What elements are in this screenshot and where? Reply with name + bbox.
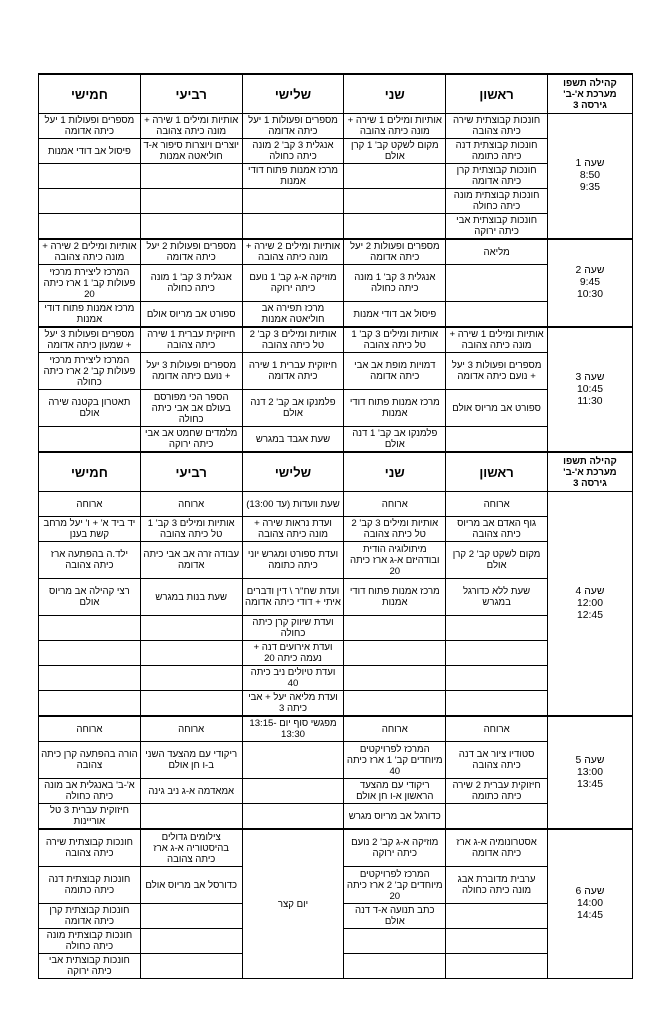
activity-cell: אותיות ומילים 1 שירה + מונה כיתה צהובה: [446, 327, 548, 353]
header-row: [39, 74, 633, 114]
activity-cell: חונכות קבוצתית דנה כיתה כתומה: [446, 139, 548, 164]
activity-cell: פיסול אב דודי אמנות: [344, 302, 446, 328]
activity-cell: מליאה: [446, 239, 548, 265]
empty-cell: [344, 164, 446, 189]
activity-cell: אסטרונומיה א-ג ארז כיתה אדומה: [446, 829, 548, 867]
schedule-title-line: גירסה 3: [573, 99, 607, 111]
empty-cell: [344, 666, 446, 691]
activity-cell: מפגשי סוף יום 13:15-13:30: [242, 716, 344, 742]
activity-cell: שעת ללא כדורגל במגרש: [446, 579, 548, 616]
empty-cell: [39, 666, 141, 691]
activity-cell: מספרים ופעולות 3 יעל + נועם כיתה אדומה: [446, 353, 548, 390]
activity-cell: המרכז ליצירת מרכזי פעולות קב' 1 ארז כיתה 20: [39, 265, 141, 302]
schedule-row: [39, 616, 633, 641]
activity-cell: אותיות ומילים 3 קב' 2 טל כיתה צהובה: [344, 517, 446, 542]
short-day-cell: יום קצר: [242, 829, 344, 979]
activity-cell: אמאדמה א-ג ניב גינה: [140, 779, 242, 804]
day-header: שני: [344, 452, 446, 492]
activity-cell: חיזוקית עברית 3 טל אוריינות: [39, 804, 141, 830]
activity-cell: ארוחה: [344, 716, 446, 742]
activity-cell: מקום לשקט קב' 1 קרן אולם: [344, 139, 446, 164]
empty-cell: [140, 954, 242, 979]
empty-cell: [344, 214, 446, 240]
activity-cell: אותיות ומילים 3 קב' 2 טל כיתה צהובה: [242, 327, 344, 353]
activity-cell: שעת וועדות (עד 13:00): [242, 492, 344, 517]
activity-cell: ועדת שח"ר \ דין ודברים איתי + דודי כיתה אדומה: [242, 579, 344, 616]
period-time: [547, 716, 632, 829]
schedule-title: [547, 452, 632, 492]
schedule-row: [39, 691, 633, 717]
period-time-line: שעה 6: [575, 886, 605, 897]
period-time-line: 11:30: [577, 395, 603, 407]
activity-cell: מרכז אמנות פתוח דודי אמנות: [39, 302, 141, 328]
day-header: חמישי: [39, 74, 141, 114]
activity-cell: ועדת נראות שירה + מונה כיתה צהובה: [242, 517, 344, 542]
activity-cell: ריקודי עם מהצעד הראשון א-ו חן אולם: [344, 779, 446, 804]
activity-cell: א'-ב' באנגלית אב מונה כיתה כחולה: [39, 779, 141, 804]
schedule-row: [39, 542, 633, 579]
empty-cell: [344, 954, 446, 979]
schedule-sheet: [38, 73, 632, 979]
schedule-row: [39, 302, 633, 328]
period-time-line: 13:45: [576, 778, 603, 790]
activity-cell: שעת בנות במגרש: [140, 579, 242, 616]
empty-cell: [140, 691, 242, 717]
empty-cell: [140, 616, 242, 641]
day-header: שלישי: [242, 452, 344, 492]
day-header: ראשון: [446, 74, 548, 114]
period-time-line: 10:45: [576, 383, 603, 395]
schedule-row: [39, 214, 633, 240]
period-time-line: שעה 2: [575, 265, 605, 276]
activity-cell: מלמדים שחמט אב אבי כיתה ירוקה: [140, 427, 242, 453]
empty-cell: [140, 641, 242, 666]
activity-cell: ערבית מדוברת אבג מונה כיתה כחולה: [446, 867, 548, 904]
activity-cell: חונכות קבוצתית מונה כיתה כחולה: [446, 189, 548, 214]
activity-cell: אותיות ומילים 1 שירה + מונה כיתה צהובה: [344, 114, 446, 139]
activity-cell: גוף האדם אב מריוס כיתה צהובה: [446, 517, 548, 542]
activity-cell: אנגלית 3 קב' 1 מונה כיתה כחולה: [344, 265, 446, 302]
period-time: [547, 114, 632, 240]
schedule-row: [39, 353, 633, 390]
activity-cell: מקום לשקט קב' 2 קרן אולם: [446, 542, 548, 579]
activity-cell: חונכות קבוצתית מונה כיתה כחולה: [39, 929, 141, 954]
period-time: [547, 239, 632, 327]
activity-cell: עבודה זרה אב אבי כיתה אדומה: [140, 542, 242, 579]
activity-cell: יוצרים ויוצרות סיפור א-ד חוליאטה אמנות: [140, 139, 242, 164]
schedule-row: [39, 641, 633, 666]
empty-cell: [242, 742, 344, 779]
activity-cell: פלמנקו אב קב' 1 דנה אולם: [344, 427, 446, 453]
day-header: רביעי: [140, 74, 242, 114]
period-time-line: 10:30: [576, 289, 603, 300]
activity-cell: ועדת טיולים ניב כיתה 40: [242, 666, 344, 691]
activity-cell: ארוחה: [140, 492, 242, 517]
period-time: [547, 829, 632, 979]
schedule-row: [39, 114, 633, 139]
activity-cell: המרכז ליצירת מרכזי פעולות קב' 2 ארז כיתה כחולה: [39, 353, 141, 390]
period-time-line: שעה 4: [575, 585, 605, 597]
day-header: חמישי: [39, 452, 141, 492]
activity-cell: רצי קהילה אב מריוס אולם: [39, 579, 141, 616]
activity-cell: ועדת ספורט ומגרש יוני כיתה כתומה: [242, 542, 344, 579]
activity-cell: ארוחה: [39, 716, 141, 742]
activity-cell: כדורסל אב מריוס אולם: [140, 867, 242, 904]
empty-cell: [446, 616, 548, 641]
activity-cell: ספורט אב מריוס אולם: [446, 390, 548, 427]
period-time-line: 9:45: [579, 277, 601, 288]
empty-cell: [140, 214, 242, 240]
activity-cell: מספרים ופעולות 2 יעל כיתה אדומה: [344, 239, 446, 265]
empty-cell: [446, 804, 548, 830]
schedule-row: [39, 427, 633, 453]
period-time-line: 12:00: [576, 597, 603, 609]
schedule-row: [39, 327, 633, 353]
activity-cell: מרכז תפירה אב חוליאטה אמנות: [242, 302, 344, 328]
activity-cell: המרכז לפרויקטים מיוחדים קב' 1 ארז כיתה 40: [344, 742, 446, 779]
period-time-line: 13:00: [576, 766, 603, 778]
period-time-line: 14:45: [576, 910, 603, 921]
empty-cell: [446, 302, 548, 328]
activity-cell: שעת אגבד במגרש: [242, 427, 344, 453]
empty-cell: [446, 427, 548, 453]
empty-cell: [39, 164, 141, 189]
period-time-line: 14:00: [576, 898, 603, 909]
activity-cell: כדורגל אב מריוס מגרש: [344, 804, 446, 830]
activity-cell: כתב תנועה א-ד דנה אולם: [344, 904, 446, 929]
empty-cell: [39, 691, 141, 717]
activity-cell: אותיות ומילים 2 שירה + מונה כיתה צהובה: [242, 239, 344, 265]
activity-cell: ריקודי עם מהצעד השני ב-ו חן אולם: [140, 742, 242, 779]
schedule-row: [39, 829, 633, 867]
activity-cell: מספרים ופעולות 3 יעל + נועם כיתה אדומה: [140, 353, 242, 390]
activity-cell: מוזיקה א-ג קב' 1 נועם כיתה ירוקה: [242, 265, 344, 302]
activity-cell: מספרים ופעולות 1 יעל כיתה אדומה: [242, 114, 344, 139]
activity-cell: מרכז אמנות פתוח דודי אמנות: [344, 579, 446, 616]
empty-cell: [140, 804, 242, 830]
schedule-row: [39, 265, 633, 302]
empty-cell: [344, 616, 446, 641]
activity-cell: מיתולוגיה הודית ובודהיזם א-ג ארז כיתה 20: [344, 542, 446, 579]
activity-cell: מרכז אמנות פתוח דודי אמנות: [242, 164, 344, 189]
period-time: [547, 327, 632, 452]
activity-cell: אנגלית 3 קב' 2 מונה כיתה כחולה: [242, 139, 344, 164]
schedule-title-line: גירסה 3: [573, 477, 607, 489]
schedule-title-line: מערכת א'-ב': [563, 466, 617, 478]
empty-cell: [140, 904, 242, 929]
schedule-row: [39, 779, 633, 804]
empty-cell: [242, 779, 344, 804]
day-header: שני: [344, 74, 446, 114]
empty-cell: [446, 265, 548, 302]
activity-cell: דמויות מופת אב אבי כיתה אדומה: [344, 353, 446, 390]
schedule-row: [39, 139, 633, 164]
schedule-row: [39, 716, 633, 742]
activity-cell: המרכז לפרויקטים מיוחדים קב' 2 ארז כיתה 20: [344, 867, 446, 904]
activity-cell: ועדת אירועים דנה + נעמה כיתה 20: [242, 641, 344, 666]
schedule-table: [38, 73, 633, 979]
schedule-row: [39, 189, 633, 214]
empty-cell: [446, 641, 548, 666]
activity-cell: פיסול אב דודי אמנות: [39, 139, 141, 164]
schedule-title-line: קהילה תשפו: [563, 77, 617, 89]
empty-cell: [39, 641, 141, 666]
schedule-title-line: קהילה תשפו: [563, 455, 617, 467]
activity-cell: חונכות קבוצתית אבי כיתה ירוקה: [39, 954, 141, 979]
schedule-row: [39, 579, 633, 616]
activity-cell: חונכות קבוצתית שירה כיתה צהובה: [446, 114, 548, 139]
empty-cell: [39, 427, 141, 453]
activity-cell: אותיות ומילים 2 שירה + מונה כיתה צהובה: [39, 239, 141, 265]
empty-cell: [344, 691, 446, 717]
empty-cell: [446, 691, 548, 717]
empty-cell: [446, 954, 548, 979]
day-header: ראשון: [446, 452, 548, 492]
activity-cell: חונכות קבוצתית קרן כיתה אדומה: [446, 164, 548, 189]
activity-cell: אותיות ומילים 3 קב' 1 טל כיתה צהובה: [140, 517, 242, 542]
empty-cell: [39, 189, 141, 214]
empty-cell: [344, 929, 446, 954]
activity-cell: ארוחה: [39, 492, 141, 517]
activity-cell: יד ביד א' + ו' יעל מרחב קשת בענן: [39, 517, 141, 542]
day-header: רביעי: [140, 452, 242, 492]
schedule-row: [39, 742, 633, 779]
activity-cell: ארוחה: [446, 492, 548, 517]
activity-cell: מרכז אמנות פתוח דודי אמנות: [344, 390, 446, 427]
schedule-title: [547, 74, 632, 114]
activity-cell: מספרים ופעולות 3 יעל + שמעון כיתה אדומה: [39, 327, 141, 353]
period-time-line: 8:50: [579, 170, 601, 181]
activity-cell: ארוחה: [344, 492, 446, 517]
activity-cell: מוזיקה א-ג קב' 2 נועם כיתה ירוקה: [344, 829, 446, 867]
period-time-line: 9:35: [579, 182, 601, 193]
empty-cell: [140, 929, 242, 954]
activity-cell: הספר הכי מפורסם בעולם אב אבי כיתה כחולה: [140, 390, 242, 427]
activity-cell: הורה בהפתעה קרן כיתה צהובה: [39, 742, 141, 779]
empty-cell: [39, 616, 141, 641]
empty-cell: [446, 904, 548, 929]
period-time-line: שעה 1: [575, 158, 605, 169]
activity-cell: אותיות ומילים 1 שירה + מונה כיתה צהובה: [140, 114, 242, 139]
activity-cell: צילומים גדולים בהיסטוריה א-ג ארז כיתה צהובה: [140, 829, 242, 867]
schedule-title-line: מערכת א'-ב': [563, 88, 617, 100]
empty-cell: [344, 189, 446, 214]
activity-cell: ועדת מליאה יעל + אבי כיתה 3: [242, 691, 344, 717]
activity-cell: חיזוקית עברית 1 שירה כיתה צהובה: [140, 327, 242, 353]
day-header: שלישי: [242, 74, 344, 114]
activity-cell: חיזוקית עברית 2 שירה כיתה כתומה: [446, 779, 548, 804]
period-time-line: שעה 3: [575, 371, 605, 383]
activity-cell: אותיות ומילים 3 קב' 1 טל כיתה צהובה: [344, 327, 446, 353]
activity-cell: סטודיו ציור אב דנה כיתה צהובה: [446, 742, 548, 779]
activity-cell: ועדת שיווק קרן כיתה כחולה: [242, 616, 344, 641]
activity-cell: חונכות קבוצתית דנה כיתה כתומה: [39, 867, 141, 904]
schedule-row: [39, 390, 633, 427]
header-row: [39, 452, 633, 492]
schedule-row: [39, 164, 633, 189]
activity-cell: חיזוקית עברית 1 שירה כיתה אדומה: [242, 353, 344, 390]
schedule-row: [39, 492, 633, 517]
empty-cell: [39, 214, 141, 240]
activity-cell: מספרים ופעולות 2 יעל כיתה אדומה: [140, 239, 242, 265]
empty-cell: [140, 164, 242, 189]
activity-cell: ילד.ה בהפתעה ארז כיתה צהובה: [39, 542, 141, 579]
empty-cell: [242, 189, 344, 214]
empty-cell: [140, 189, 242, 214]
empty-cell: [242, 804, 344, 830]
schedule-row: [39, 517, 633, 542]
activity-cell: חונכות קבוצתית אבי כיתה ירוקה: [446, 214, 548, 240]
activity-cell: חונכות קבוצתית קרן כיתה אדומה: [39, 904, 141, 929]
activity-cell: תאטרון בקטנה שירה אולם: [39, 390, 141, 427]
activity-cell: חונכות קבוצתית שירה כיתה צהובה: [39, 829, 141, 867]
schedule-row: [39, 666, 633, 691]
period-time: [547, 492, 632, 717]
empty-cell: [446, 929, 548, 954]
empty-cell: [446, 666, 548, 691]
activity-cell: מספרים ופעולות 1 יעל כיתה אדומה: [39, 114, 141, 139]
empty-cell: [140, 666, 242, 691]
activity-cell: ארוחה: [140, 716, 242, 742]
period-time-line: 12:45: [576, 609, 603, 621]
activity-cell: אנגלית 3 קב' 1 מונה כיתה כחולה: [140, 265, 242, 302]
schedule-row: [39, 239, 633, 265]
empty-cell: [344, 641, 446, 666]
activity-cell: ספורט אב מריוס אולם: [140, 302, 242, 328]
activity-cell: ארוחה: [446, 716, 548, 742]
period-time-line: שעה 5: [575, 754, 605, 766]
empty-cell: [242, 214, 344, 240]
activity-cell: פלמנקו אב קב' 2 דנה אולם: [242, 390, 344, 427]
schedule-row: [39, 804, 633, 830]
